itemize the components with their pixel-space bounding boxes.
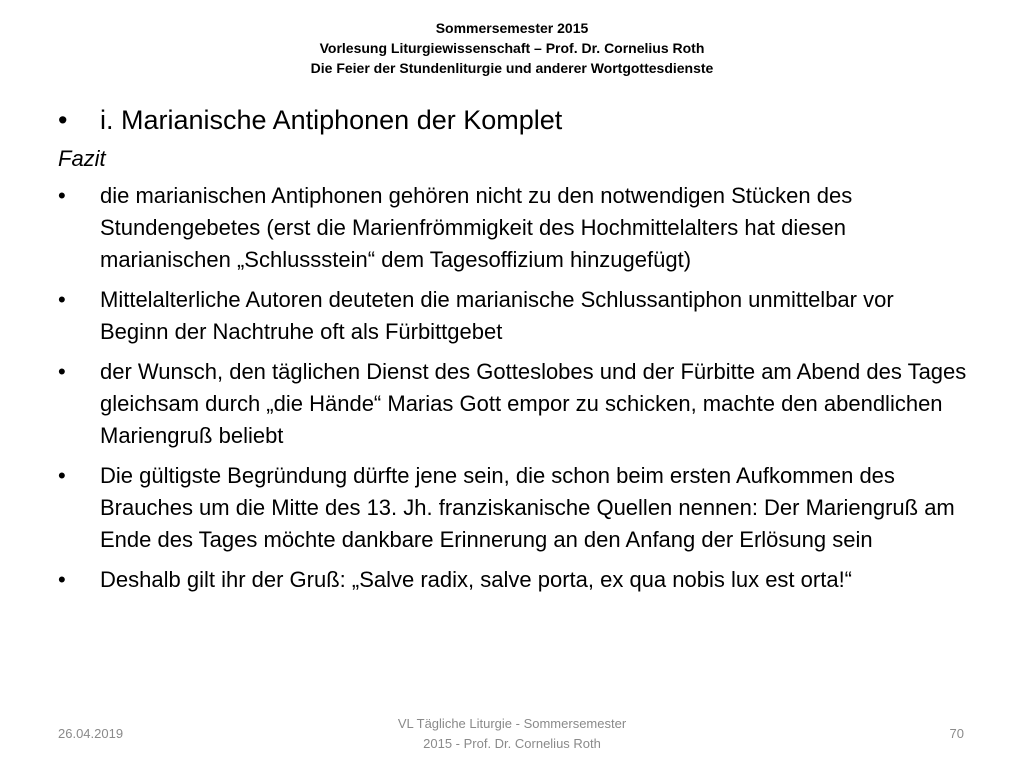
section-heading — [58, 102, 968, 138]
header-line-semester: Sommersemester 2015 — [435, 20, 589, 36]
footer-title — [362, 714, 662, 754]
header-line-topic: Die Feier der Stundenliturgie und anderer Wortgottesdienste — [310, 60, 714, 76]
bullet-marker: • — [58, 359, 66, 384]
bullet-marker: • — [58, 287, 66, 312]
list-item — [58, 356, 968, 452]
section-heading-text: i. Marianische Antiphonen der Komplet — [100, 105, 563, 135]
list-item — [58, 460, 968, 556]
slide-number: 70 — [949, 726, 964, 741]
fazit-label: Fazit — [58, 146, 106, 171]
list-item-text: Mittelalterliche Autoren deuteten die marianische Schlussantiphon unmittelbar vor Beginn der Nachtruhe oft als Fürbittgebet — [100, 287, 894, 344]
list-item-text: der Wunsch, den täglichen Dienst des Gotteslobes und der Fürbitte am Abend des Tages gleichsam durch „die Hände“ Marias Gott empor zu schicken, machte den abendlichen Mariengruß beliebt — [100, 359, 967, 448]
bullet-marker: • — [58, 463, 66, 488]
list-item-text: Deshalb gilt ihr der Gruß: „Salve radix, salve porta, ex qua nobis lux est orta!“ — [100, 567, 853, 592]
footer-title-line2: 2015 - Prof. Dr. Cornelius Roth — [423, 736, 601, 751]
bullet-list — [58, 180, 968, 596]
list-item — [58, 284, 968, 348]
bullet-marker: • — [58, 183, 66, 208]
list-item-text: Die gültigste Begründung dürfte jene sein, die schon beim ersten Aufkommen des Brauches um die Mitte des 13. Jh. franziskanische Quellen nennen: Der Mariengruß am Ende des Tages möchte dankbare Erinnerung an den Anfang der Erlösung sein — [100, 463, 955, 552]
bullet-marker: • — [58, 105, 68, 135]
header-line-lecture: Vorlesung Liturgiewissenschaft – Prof. Dr. Cornelius Roth — [319, 40, 705, 56]
list-item-text: die marianischen Antiphonen gehören nicht zu den notwendigen Stücken des Stundengebetes (erst die Marienfrömmigkeit des Hochmittelalters hat diesen marianischen „Schlussstein“ dem Tagesoffizium hinzugefügt) — [100, 183, 853, 272]
list-item — [58, 180, 968, 276]
list-item — [58, 564, 968, 596]
slide-header — [0, 18, 1024, 78]
footer-title-line1: VL Tägliche Liturgie - Sommersemester — [397, 716, 627, 731]
footer-date: 26.04.2019 — [58, 726, 124, 741]
bullet-marker: • — [58, 567, 66, 592]
slide-content — [58, 102, 968, 604]
